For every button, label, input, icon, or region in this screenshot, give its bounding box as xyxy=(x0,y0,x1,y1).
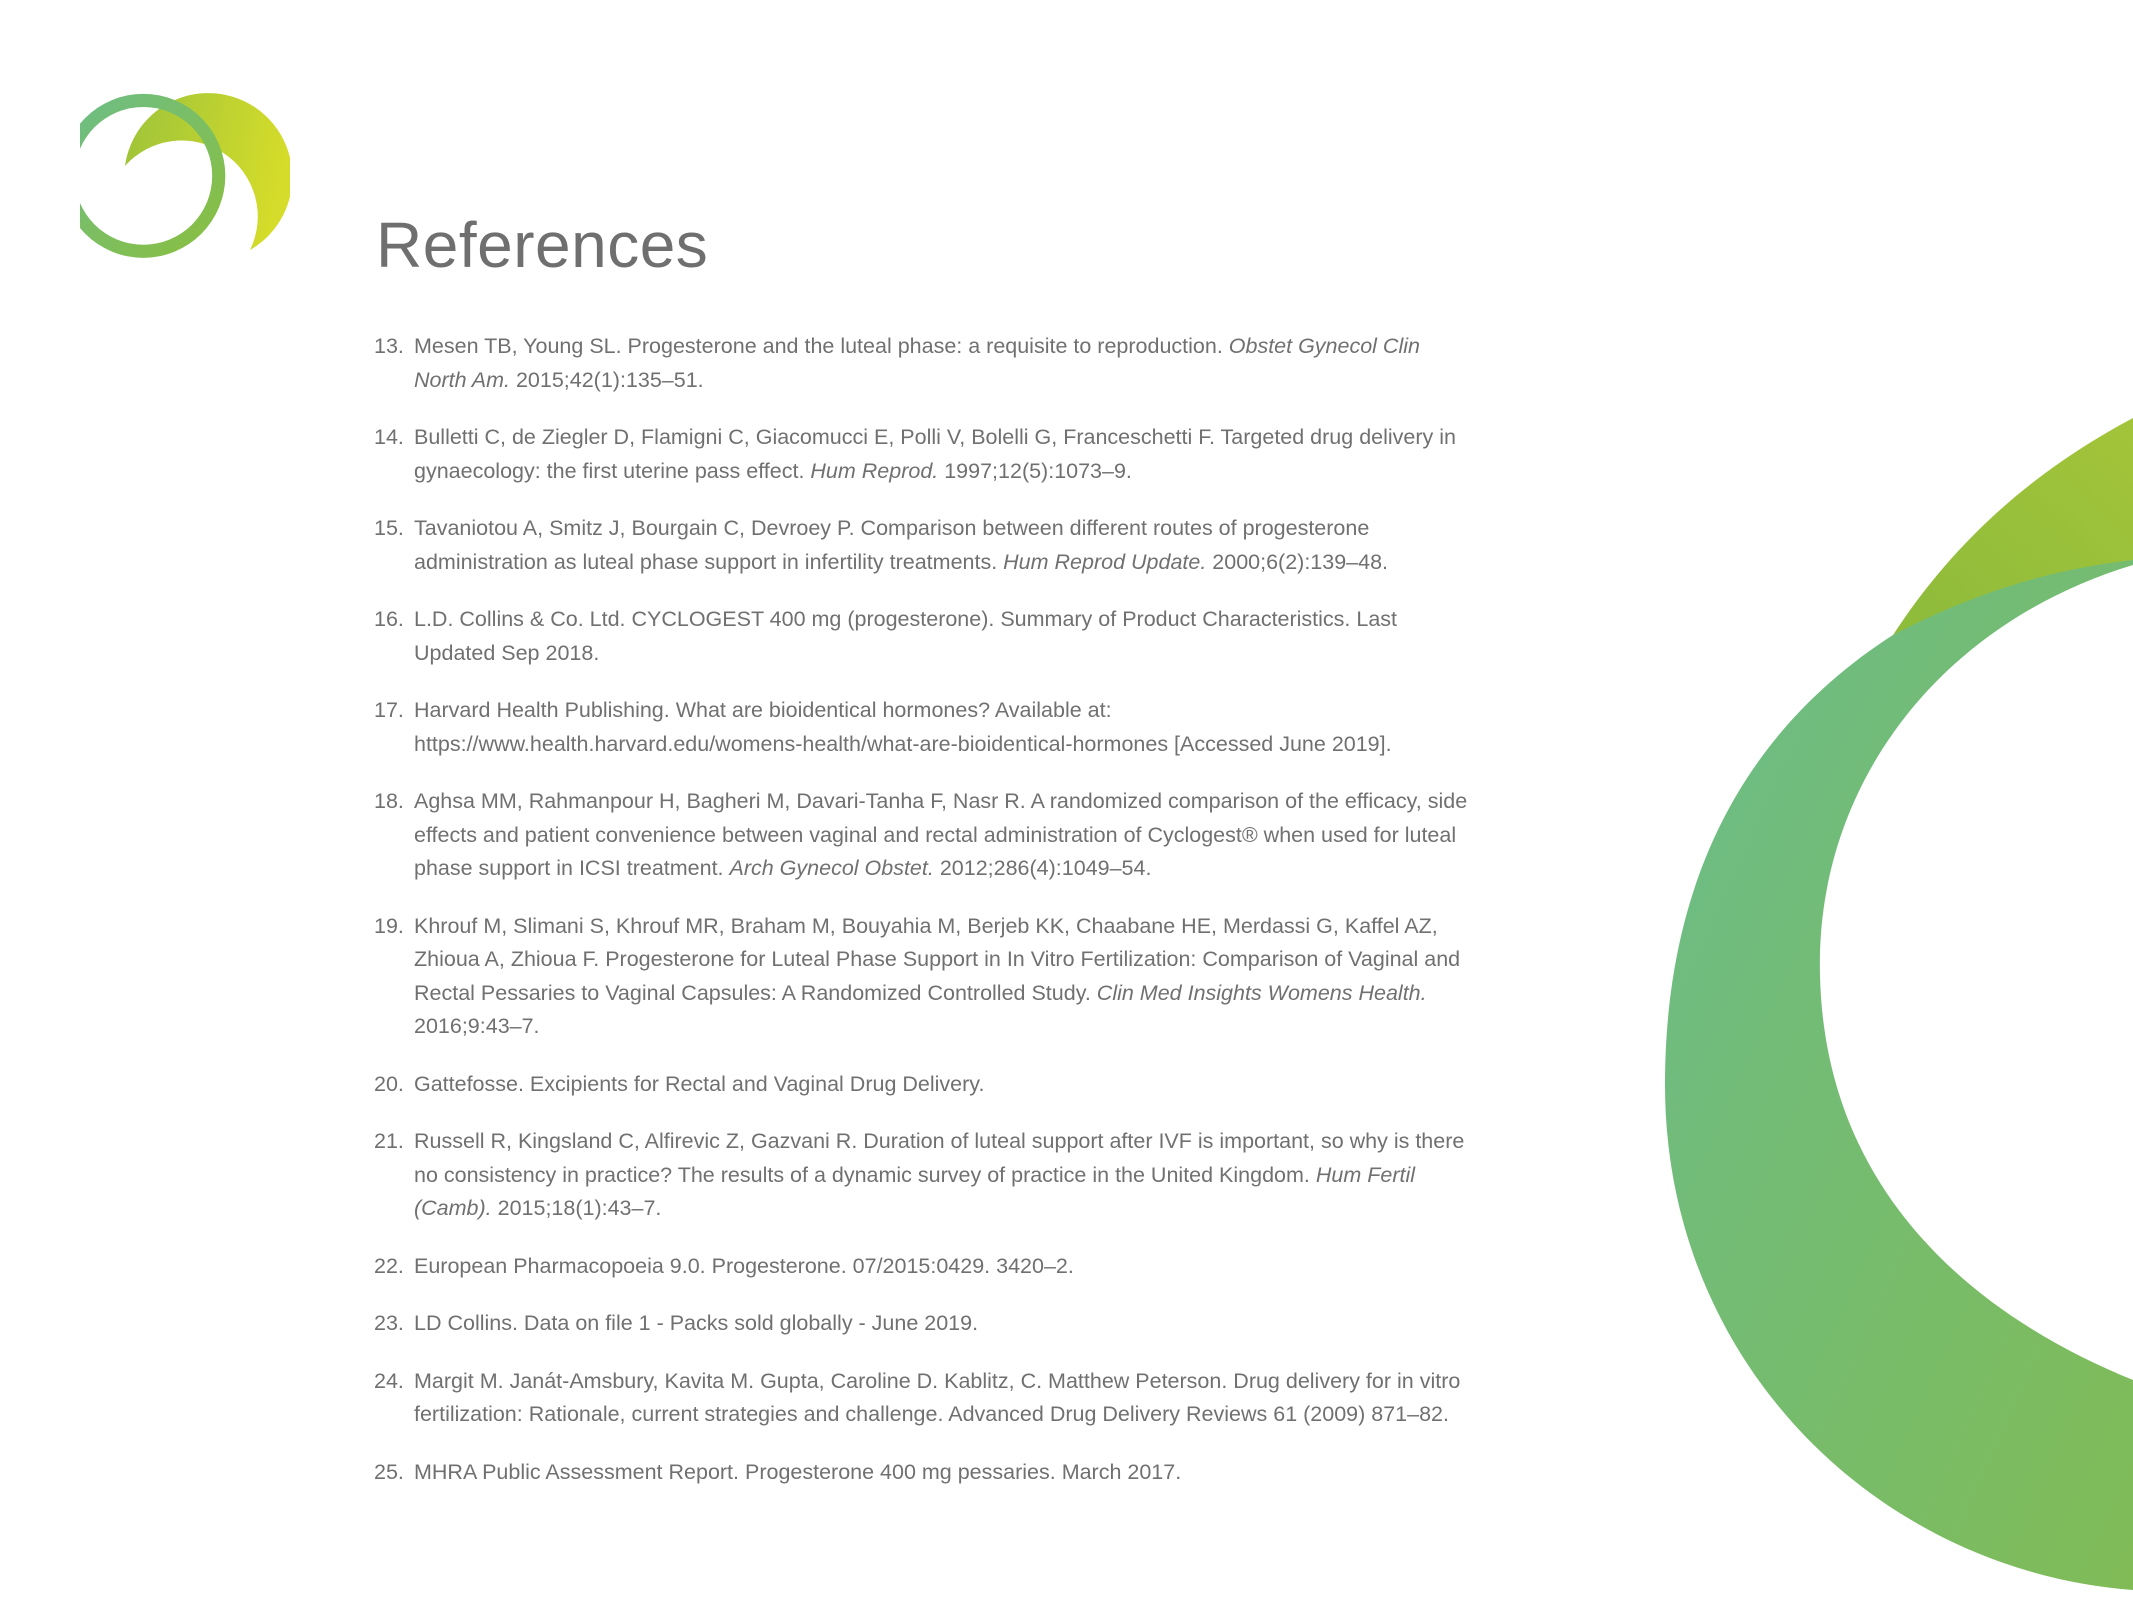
reference-text: Mesen TB, Young SL. Progesterone and the luteal phase: a requisite to reproduction. xyxy=(414,334,1229,358)
reference-citation: 1997;12(5):1073–9. xyxy=(938,458,1132,483)
reference-text: European Pharmacopoeia 9.0. Progesterone. 07/2015:0429. 3420–2. xyxy=(414,1253,1074,1278)
page-title: References xyxy=(376,209,709,281)
reference-item xyxy=(374,1456,1469,1490)
reference-journal: Arch Gynecol Obstet. xyxy=(729,856,934,880)
reference-citation: 2000;6(2):139–48. xyxy=(1206,549,1389,574)
reference-text: LD Collins. Data on file 1 - Packs sold globally - June 2019. xyxy=(414,1311,979,1335)
reference-number: 24. xyxy=(374,1368,404,1393)
reference-list xyxy=(374,330,1469,1513)
reference-citation: 2015;18(1):43–7. xyxy=(491,1196,662,1220)
reference-item xyxy=(374,785,1469,886)
reference-item xyxy=(374,421,1469,488)
reference-journal: Hum Reprod Update. xyxy=(1003,549,1207,574)
reference-number: 25. xyxy=(374,1459,404,1484)
reference-citation: 2012;286(4):1049–54. xyxy=(933,856,1152,880)
reference-item xyxy=(374,1365,1469,1432)
reference-number: 22. xyxy=(374,1253,404,1278)
reference-text: Khrouf M, Slimani S, Khrouf MR, Braham M, Bouyahia M, Berjeb KK, Chaabane HE, Merdassi G, Kaffel AZ, Zhioua A, Zhioua F. Progesterone for Luteal Phase Support in In Vitro Fertilization: Comparison of Vaginal and Rectal Pessaries to Vaginal Capsules: A Randomized Controlled Study. xyxy=(414,913,1461,1005)
reference-number: 16. xyxy=(374,607,404,631)
reference-text: L.D. Collins & Co. Ltd. CYCLOGEST 400 mg (progesterone). Summary of Product Characteristics. Last Updated Sep 2018. xyxy=(414,607,1398,665)
reference-text: Bulletti C, de Ziegler D, Flamigni C, Giacomucci E, Polli V, Bolelli G, Franceschetti F. Targeted drug delivery in gynaecology: the first uterine pass effect. xyxy=(414,425,1456,483)
reference-text: Aghsa MM, Rahmanpour H, Bagheri M, Davari-Tanha F, Nasr R. A randomized comparison of the efficacy, side effects and patient convenience between vaginal and rectal administration of Cyclogest® when used for luteal phase support in ICSI treatment. xyxy=(414,789,1468,880)
reference-journal: Hum Reprod. xyxy=(810,458,939,483)
reference-number: 18. xyxy=(374,789,404,813)
reference-item xyxy=(374,1125,1469,1226)
reference-text: Harvard Health Publishing. What are bioidentical hormones? Available at: https://www.health.harvard.edu/womens-health/what-are-bioidentical-hormones [Accessed June 2019]. xyxy=(414,698,1392,756)
reference-item xyxy=(374,910,1469,1044)
reference-number: 19. xyxy=(374,913,404,938)
reference-text: Margit M. Janát-Amsbury, Kavita M. Gupta, Caroline D. Kablitz, C. Matthew Peterson. Drug delivery for in vitro fertilization: Rationale, current strategies and challenge. Advanced Drug Delivery Reviews 61 (2009) 871–82. xyxy=(414,1368,1461,1426)
green-arc-decoration xyxy=(1625,400,2133,1600)
reference-item xyxy=(374,1307,1469,1341)
reference-item xyxy=(374,330,1469,397)
reference-number: 13. xyxy=(374,334,404,358)
reference-number: 20. xyxy=(374,1071,404,1096)
ring-logo-icon xyxy=(80,78,290,288)
reference-number: 21. xyxy=(374,1129,404,1153)
reference-journal: Obstet Gynecol Clin North Am. xyxy=(414,334,1420,392)
reference-text: Gattefosse. Excipients for Rectal and Vaginal Drug Delivery. xyxy=(414,1071,985,1096)
reference-number: 14. xyxy=(374,425,404,449)
reference-journal: Hum Fertil (Camb). xyxy=(414,1162,1416,1220)
reference-text: Russell R, Kingsland C, Alfirevic Z, Gazvani R. Duration of luteal support after IVF is important, so why is there no consistency in practice? The results of a dynamic survey of practice in the United Kingdom. xyxy=(414,1129,1465,1187)
reference-item xyxy=(374,1250,1469,1284)
reference-journal: Clin Med Insights Womens Health. xyxy=(1096,980,1427,1005)
reference-number: 15. xyxy=(374,516,404,540)
reference-number: 17. xyxy=(374,698,404,722)
reference-item xyxy=(374,512,1469,579)
reference-item xyxy=(374,603,1469,670)
reference-text: MHRA Public Assessment Report. Progesterone 400 mg pessaries. March 2017. xyxy=(414,1459,1182,1484)
reference-item xyxy=(374,694,1469,761)
reference-citation: 2015;42(1):135–51. xyxy=(509,367,704,392)
reference-item xyxy=(374,1068,1469,1102)
reference-text: Tavaniotou A, Smitz J, Bourgain C, Devroey P. Comparison between different routes of progesterone administration as luteal phase support in infertility treatments. xyxy=(414,516,1370,574)
reference-citation: 2016;9:43–7. xyxy=(414,1014,540,1038)
reference-number: 23. xyxy=(374,1311,404,1335)
